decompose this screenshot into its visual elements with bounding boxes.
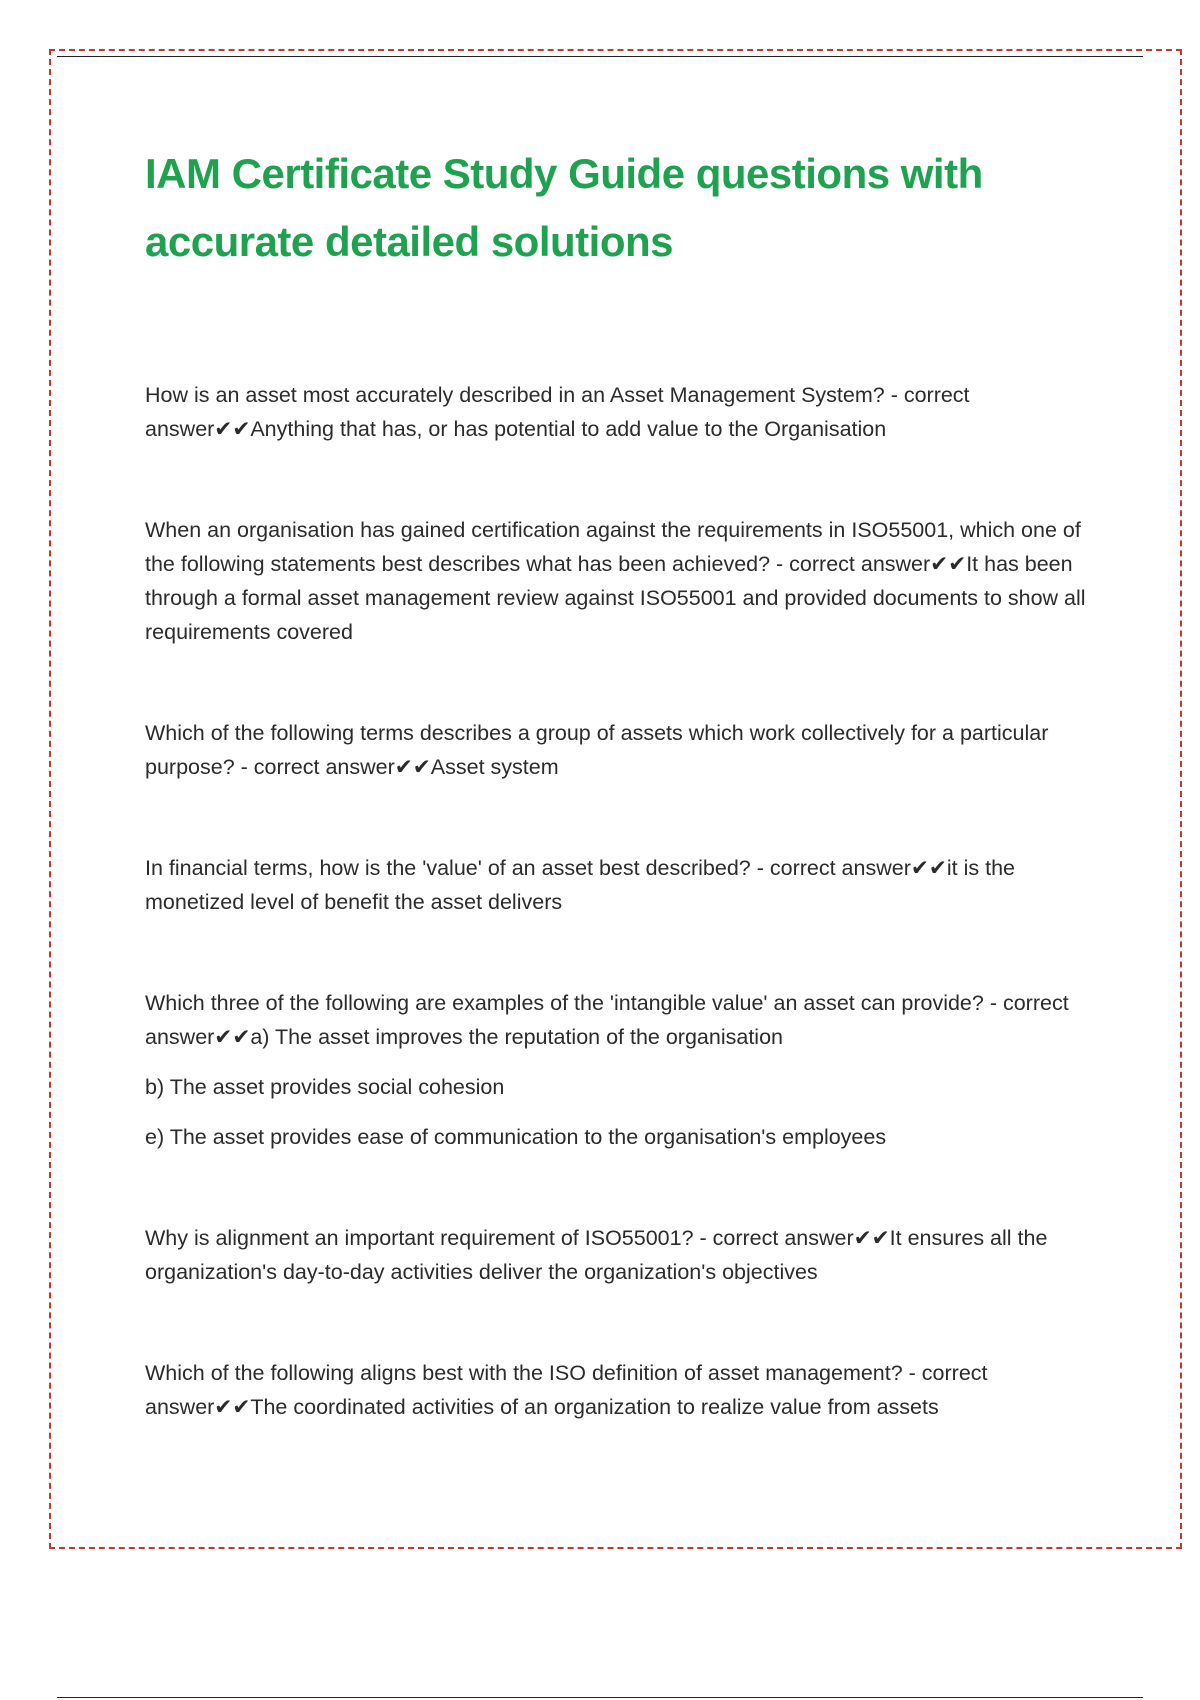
answer-text: It has been through a formal asset management review against ISO55001 and provided documents to show all requirements covered — [145, 552, 1086, 644]
qa-text — [145, 716, 1090, 784]
answer-text: The coordinated activities of an organization to realize value from assets — [250, 1395, 939, 1419]
qa-text — [145, 1356, 1090, 1424]
qa-text — [145, 378, 1090, 446]
qa-item-7 — [145, 1356, 1090, 1424]
question-text: How is an asset most accurately described in an Asset Management System? — [145, 383, 885, 407]
answer-marker: - correct answer✔✔ — [145, 1361, 988, 1419]
footer-rule — [57, 1697, 1143, 1698]
answer-text: It ensures all the organization's day-to-day activities deliver the organization's objectives — [145, 1226, 1048, 1284]
question-text: When an organisation has gained certification against the requirements in ISO55001, which one of the following statements best describes what has been achieved? — [145, 518, 1081, 576]
answer-option-e: e) The asset provides ease of communication to the organisation's employees — [145, 1125, 887, 1149]
header-rule — [57, 56, 1143, 57]
qa-item-2 — [145, 513, 1090, 649]
qa-text — [145, 513, 1090, 649]
question-text: Which of the following terms describes a group of assets which work collectively for a particular purpose? — [145, 721, 1049, 779]
qa-item-1 — [145, 378, 1090, 446]
document-title: IAM Certificate Study Guide questions with accurate detailed solutions — [145, 150, 983, 265]
qa-list — [145, 378, 1090, 1424]
qa-text — [145, 851, 1090, 919]
qa-text — [145, 1221, 1090, 1289]
question-text: In financial terms, how is the 'value' of an asset best described? — [145, 856, 751, 880]
answer-text: a) The asset improves the reputation of the organisation — [250, 1025, 783, 1049]
answer-marker: - correct answer✔✔ — [770, 552, 967, 576]
answer-marker: - correct answer✔✔ — [145, 991, 1069, 1049]
question-text: Why is alignment an important requirement of ISO55001? — [145, 1226, 694, 1250]
qa-item-4 — [145, 851, 1090, 919]
qa-item-3 — [145, 716, 1090, 784]
qa-item-6 — [145, 1221, 1090, 1289]
question-text: Which three of the following are examples of the 'intangible value' an asset can provide? — [145, 991, 984, 1015]
qa-text — [145, 986, 1090, 1054]
answer-text: Anything that has, or has potential to add value to the Organisation — [250, 417, 887, 441]
question-text: Which of the following aligns best with the ISO definition of asset management? — [145, 1361, 903, 1385]
answer-text: Asset system — [430, 755, 559, 779]
qa-item-5 — [145, 986, 1090, 1154]
answer-marker: - correct answer✔✔ — [145, 383, 970, 441]
answer-text: it is the monetized level of benefit the asset delivers — [145, 856, 1016, 914]
document-body — [145, 140, 1090, 1491]
answer-option-b: b) The asset provides social cohesion — [145, 1075, 505, 1099]
answer-marker: - correct answer✔✔ — [234, 755, 431, 779]
answer-marker: - correct answer✔✔ — [693, 1226, 890, 1250]
answer-marker: - correct answer✔✔ — [750, 856, 947, 880]
